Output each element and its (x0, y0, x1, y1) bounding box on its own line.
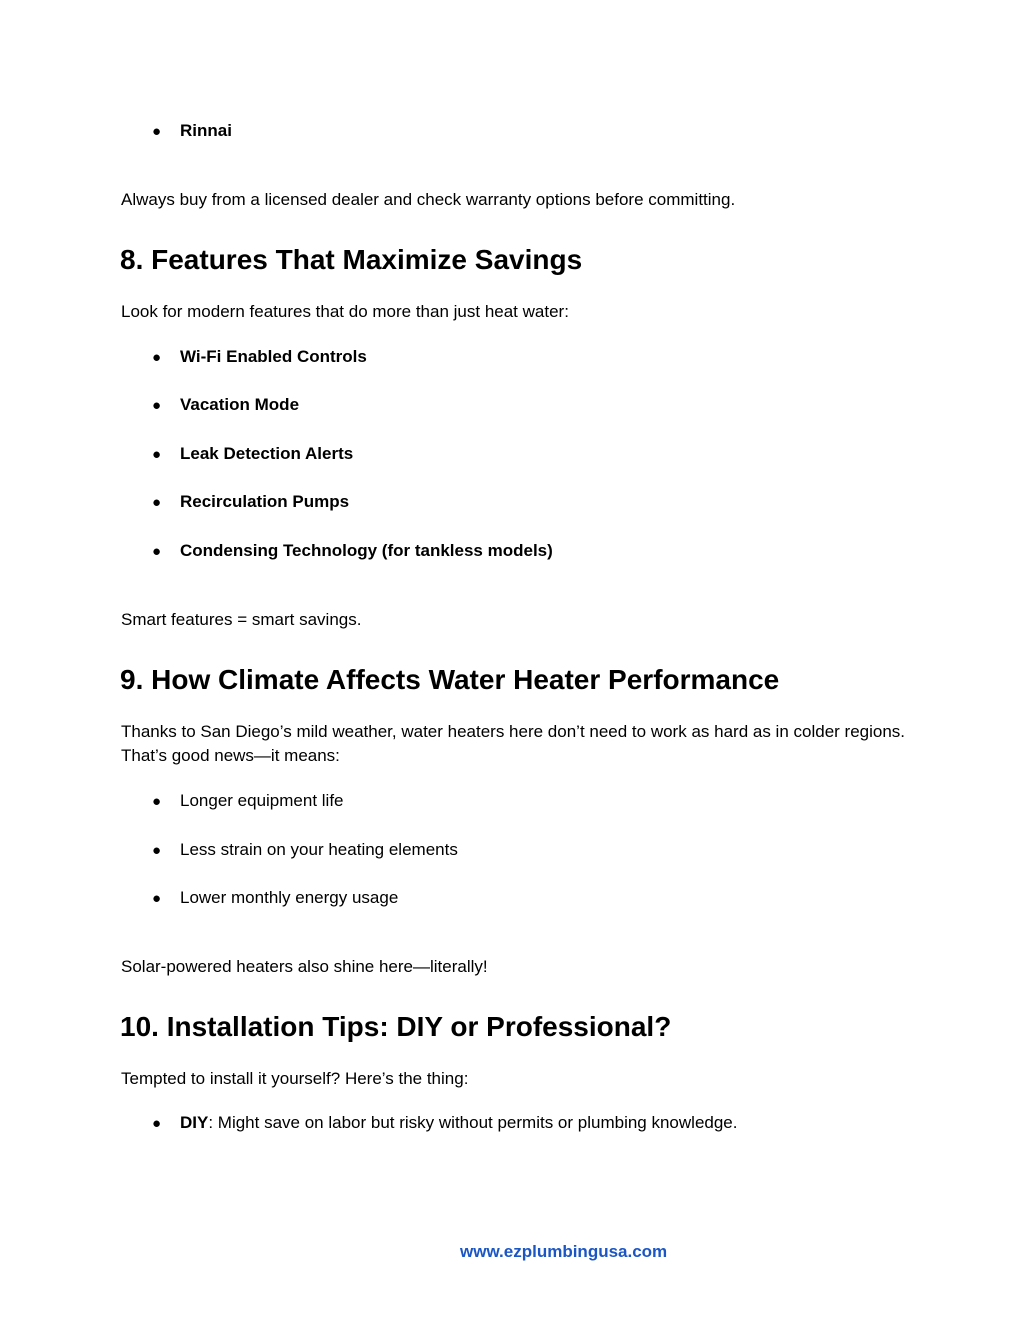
paragraph: Smart features = smart savings. (121, 610, 362, 629)
list-item-label: Less strain on your heating elements (180, 840, 458, 859)
bullet-icon: ● (152, 793, 162, 810)
list-item-text: : Might save on labor but risky without permits or plumbing knowledge. (208, 1113, 738, 1132)
list-item (152, 1111, 738, 1136)
list-item (152, 442, 353, 467)
bullet-icon: ● (152, 123, 162, 140)
paragraph: Tempted to install it yourself? Here’s the thing: (121, 1069, 469, 1088)
paragraph: Look for modern features that do more than just heat water: (121, 302, 569, 321)
paragraph: Solar-powered heaters also shine here—literally! (121, 957, 488, 976)
list-item-label: Condensing Technology (for tankless models) (180, 541, 553, 560)
list-item-term: DIY (180, 1113, 209, 1132)
list-item (152, 789, 344, 814)
bullet-icon: ● (152, 1115, 162, 1132)
list-item (152, 838, 458, 863)
paragraph: Always buy from a licensed dealer and check warranty options before committing. (121, 190, 736, 209)
list-item-label: Vacation Mode (180, 395, 300, 414)
list-item-label: Wi-Fi Enabled Controls (180, 347, 367, 366)
list-item-label: Rinnai (180, 121, 232, 140)
footer-website-link[interactable]: www.ezplumbingusa.com (460, 1242, 668, 1261)
list-item (152, 886, 398, 911)
section-heading: 10. Installation Tips: DIY or Professional? (120, 1011, 672, 1042)
section-heading: 9. How Climate Affects Water Heater Performance (120, 664, 780, 695)
list-item-label: Leak Detection Alerts (180, 444, 354, 463)
paragraph: Thanks to San Diego’s mild weather, water heaters here don’t need to work as hard as in colder regions. That’s good news—it means: (121, 722, 906, 765)
bullet-icon: ● (152, 890, 162, 907)
bullet-icon: ● (152, 349, 162, 366)
bullet-icon: ● (152, 494, 162, 511)
bullet-icon: ● (152, 446, 162, 463)
bullet-icon: ● (152, 842, 162, 859)
list-item-label: Recirculation Pumps (180, 492, 350, 511)
list-item (152, 119, 232, 144)
section-heading: 8. Features That Maximize Savings (120, 244, 583, 275)
list-item-label: Longer equipment life (180, 791, 344, 810)
list-item (152, 490, 349, 515)
bullet-icon: ● (152, 543, 162, 560)
list-item-label: Lower monthly energy usage (180, 888, 399, 907)
list-item (152, 539, 553, 564)
bullet-icon: ● (152, 397, 162, 414)
list-item (152, 345, 367, 370)
list-item (152, 393, 299, 418)
